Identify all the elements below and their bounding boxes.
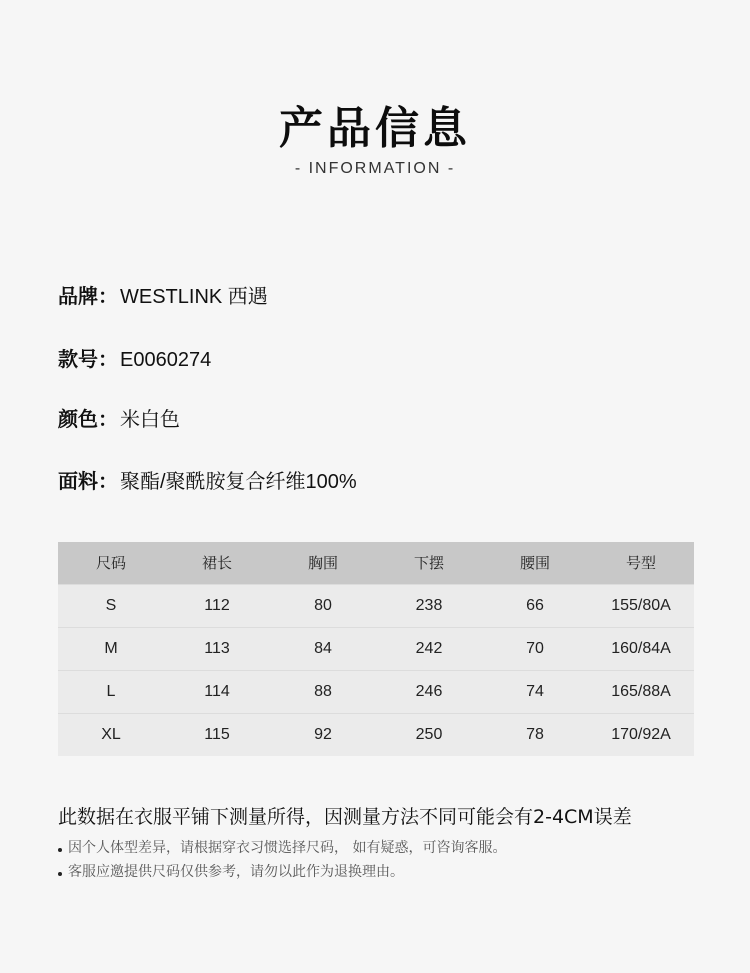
table-cell: 114 [164,670,270,713]
column-header: 腰围 [482,542,588,584]
bullet-icon [58,872,62,876]
table-cell: 80 [270,584,376,627]
table-cell: S [58,584,164,627]
spec-color [58,403,180,432]
table-cell: M [58,627,164,670]
size-table-header [58,542,694,584]
table-cell: 74 [482,670,588,713]
table-cell: 170/92A [588,713,694,756]
spec-style-label: 款号： [58,347,118,371]
table-cell: 155/80A [588,584,694,627]
table-row [58,627,694,670]
table-cell: 84 [270,627,376,670]
note-item-text: 客服应邀提供尺码仅供参考，请勿以此作为退换理由。 [68,864,404,880]
note-item [58,837,506,857]
table-cell: 70 [482,627,588,670]
table-cell: 165/88A [588,670,694,713]
column-header: 下摆 [376,542,482,584]
table-cell: 115 [164,713,270,756]
spec-fabric-label: 面料： [58,469,118,493]
table-cell: 246 [376,670,482,713]
table-cell: 88 [270,670,376,713]
table-cell: 242 [376,627,482,670]
column-header: 裙长 [164,542,270,584]
page-subtitle: - INFORMATION - [294,160,456,177]
table-cell: 250 [376,713,482,756]
note-item-text: 因个人体型差异，请根据穿衣习惯选择尺码， 如有疑惑，可咨询客服。 [68,840,507,856]
spec-brand-label: 品牌： [58,284,118,308]
table-row [58,670,694,713]
size-table [58,542,694,756]
table-cell: 112 [164,584,270,627]
table-cell: 160/84A [588,627,694,670]
table-row [58,584,694,627]
bullet-icon [58,848,62,852]
note-item [58,861,404,881]
spec-fabric-value: 聚酯/聚酰胺复合纤维100% [120,471,357,493]
page-title: 产品信息 [279,103,471,154]
table-cell: XL [58,713,164,756]
spec-style [58,343,211,372]
column-header: 尺码 [58,542,164,584]
spec-fabric [58,465,357,494]
table-cell: 66 [482,584,588,627]
spec-color-value: 米白色 [120,409,180,431]
table-cell: L [58,670,164,713]
measurement-note: 此数据在衣服平铺下测量所得，因测量方法不同可能会有2-4CM误差 [58,806,632,828]
spec-brand-value: WESTLINK 西遇 [120,286,268,308]
table-row [58,713,694,756]
spec-color-label: 颜色： [58,407,118,431]
spec-style-value: E0060274 [120,349,212,371]
table-cell: 238 [376,584,482,627]
table-cell: 78 [482,713,588,756]
table-cell: 113 [164,627,270,670]
column-header: 号型 [588,542,694,584]
table-cell: 92 [270,713,376,756]
spec-brand [58,280,268,309]
column-header: 胸围 [270,542,376,584]
